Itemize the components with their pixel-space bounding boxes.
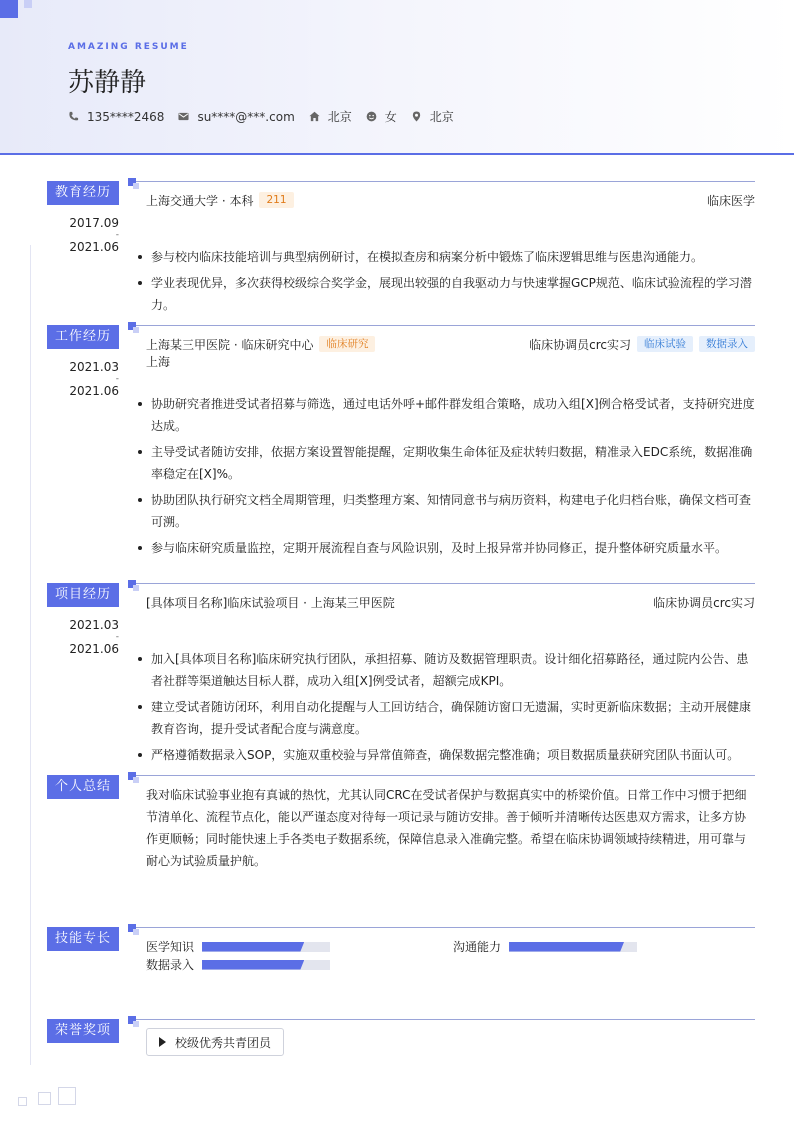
contact-phone-text: 135****2468 — [87, 109, 165, 124]
section-title: 教育经历 — [47, 181, 119, 205]
date-range — [47, 359, 119, 399]
section-title: 项目经历 — [47, 583, 119, 607]
resume-tagline: AMAZING RESUME — [68, 42, 189, 52]
work-body — [146, 335, 755, 563]
skill-item — [146, 938, 330, 955]
employer-name: 上海某三甲医院 · 临床研究中心 — [146, 337, 314, 352]
corner-square — [0, 0, 18, 18]
list-item: 协助研究者推进受试者招募与筛选，通过电话外呼+邮件群发组合策略，成功入组[X]例合格受试者，支持研究进度达成。 — [146, 393, 755, 437]
gender-icon — [366, 111, 377, 122]
skill-bar-track — [202, 942, 330, 952]
section-rule — [136, 927, 755, 928]
list-item: 协助团队执行研究文档全周期管理，归类整理方案、知情同意书与病历资料，构建电子化归档台账，确保文档可查可溯。 — [146, 489, 755, 533]
work-city: 上海 — [146, 355, 171, 369]
list-item: 建立受试者随访闭环，利用自动化提醒与人工回访结合，确保随访窗口无遗漏，实时更新临床数据；主动开展健康教育咨询，提升受试者配合度与满意度。 — [146, 696, 755, 740]
section-rule — [136, 325, 755, 326]
section-skills — [47, 927, 755, 987]
employer-badge: 临床研究 — [319, 336, 375, 352]
contact-row — [68, 108, 468, 125]
role-badge: 数据录入 — [699, 336, 755, 352]
work-header-row — [146, 335, 755, 353]
skill-bar-fill — [202, 960, 304, 970]
contact-home — [309, 108, 352, 125]
date-range — [47, 215, 119, 255]
section-rule — [136, 1019, 755, 1020]
summary-body — [146, 784, 755, 872]
list-item: 学业表现优异，多次获得校级综合奖学金，展现出较强的自我驱动力与快速掌握GCP规范、临床试验流程的学习潜力。 — [146, 272, 755, 316]
list-item: 参与校内临床技能培训与典型病例研讨，在模拟查房和病案分析中锻炼了临床逻辑思维与医患沟通能力。 — [146, 246, 755, 268]
home-icon — [309, 111, 320, 122]
skill-item — [453, 938, 637, 955]
contact-location-text: 北京 — [429, 110, 454, 124]
date-end: 2021.06 — [69, 384, 119, 398]
project-name: [具体项目名称]临床试验项目 · 上海某三甲医院 — [146, 595, 395, 610]
honor-item — [146, 1028, 284, 1056]
honor-text: 校级优秀共青团员 — [175, 1035, 272, 1050]
list-item: 主导受试者随访安排，依据方案设置智能提醒，定期收集生命体征及症状转归数据，精准录入EDC系统，数据准确率稳定在[X]%。 — [146, 441, 755, 485]
date-range — [47, 617, 119, 657]
section-rule — [136, 775, 755, 776]
timeline-line — [30, 245, 31, 1065]
job-role: 临床协调员crc实习 — [529, 337, 631, 352]
section-rule — [136, 181, 755, 182]
date-separator: - — [115, 632, 119, 642]
date-end: 2021.06 — [69, 240, 119, 254]
education-body — [146, 191, 755, 320]
section-rule — [136, 583, 755, 584]
section-marker-small — [133, 777, 139, 783]
date-separator: - — [115, 230, 119, 240]
project-body — [146, 593, 755, 770]
school-name: 上海交通大学 · 本科 — [146, 193, 254, 208]
location-pin-icon — [411, 111, 422, 122]
education-header-row — [146, 191, 755, 209]
phone-icon — [68, 111, 79, 122]
role-badge: 临床试验 — [637, 336, 693, 352]
candidate-name: 苏静静 — [68, 68, 147, 98]
mail-icon — [178, 111, 189, 122]
summary-text: 我对临床试验事业抱有真诚的热忱，尤其认同CRC在受试者保护与数据真实中的桥梁价值。日常工作中习惯于把细节清单化、流程节点化，能以严谨态度对待每一项记录与随访安排。善于倾听并清晰传达医患双方需求，让多方协作更顺畅；同时能快速上手各类电子数据系统，保障信息录入准确完整。希望在临床协调领域持续精进，用可靠与耐心为试验质量护航。 — [146, 788, 747, 868]
corner-square-small — [24, 0, 32, 8]
section-marker-small — [133, 929, 139, 935]
contact-email — [178, 110, 294, 124]
school-badge: 211 — [259, 192, 293, 208]
contact-email-text: su****@***.com — [197, 109, 295, 124]
skill-bar-fill — [509, 942, 624, 952]
section-marker-small — [133, 585, 139, 591]
date-start: 2021.03 — [69, 618, 119, 632]
decor-square — [18, 1097, 27, 1106]
work-bullets — [146, 393, 755, 559]
decor-square — [38, 1092, 51, 1105]
play-triangle-icon — [159, 1037, 166, 1047]
section-marker-small — [133, 327, 139, 333]
contact-gender-text: 女 — [384, 110, 397, 124]
skill-name: 医学知识 — [146, 940, 195, 954]
major: 临床医学 — [706, 193, 755, 208]
contact-phone — [68, 110, 164, 124]
section-honors — [47, 1019, 755, 1059]
skill-bar-track — [202, 960, 330, 970]
contact-gender — [366, 108, 397, 125]
education-bullets — [146, 246, 755, 316]
project-bullets — [146, 648, 755, 766]
skill-name: 数据录入 — [146, 958, 195, 972]
date-end: 2021.06 — [69, 642, 119, 656]
contact-home-text: 北京 — [327, 110, 352, 124]
skill-name: 沟通能力 — [453, 940, 502, 954]
date-separator: - — [115, 374, 119, 384]
project-header-row — [146, 593, 755, 611]
contact-location — [411, 108, 454, 125]
section-marker-small — [133, 183, 139, 189]
date-start: 2017.09 — [69, 216, 119, 230]
skill-bar-fill — [202, 942, 304, 952]
section-marker-small — [133, 1021, 139, 1027]
skill-item — [146, 956, 330, 973]
skill-bar-track — [509, 942, 637, 952]
list-item: 严格遵循数据录入SOP，实施双重校验与异常值筛查，确保数据完整准确；项目数据质量获研究团队书面认可。 — [146, 744, 755, 766]
project-role: 临床协调员crc实习 — [653, 595, 755, 610]
section-title: 技能专长 — [47, 927, 119, 951]
list-item: 参与临床研究质量监控，定期开展流程自查与风险识别，及时上报异常并协同修正，提升整体研究质量水平。 — [146, 537, 755, 559]
header-divider — [0, 153, 794, 155]
list-item: 加入[具体项目名称]临床研究执行团队，承担招募、随访及数据管理职责。设计细化招募路径，通过院内公告、患者社群等渠道触达目标人群，成功入组[X]例受试者，超额完成KPI。 — [146, 648, 755, 692]
section-title: 工作经历 — [47, 325, 119, 349]
date-start: 2021.03 — [69, 360, 119, 374]
section-title: 荣誉奖项 — [47, 1019, 119, 1043]
decor-square — [58, 1087, 76, 1105]
section-title: 个人总结 — [47, 775, 119, 799]
